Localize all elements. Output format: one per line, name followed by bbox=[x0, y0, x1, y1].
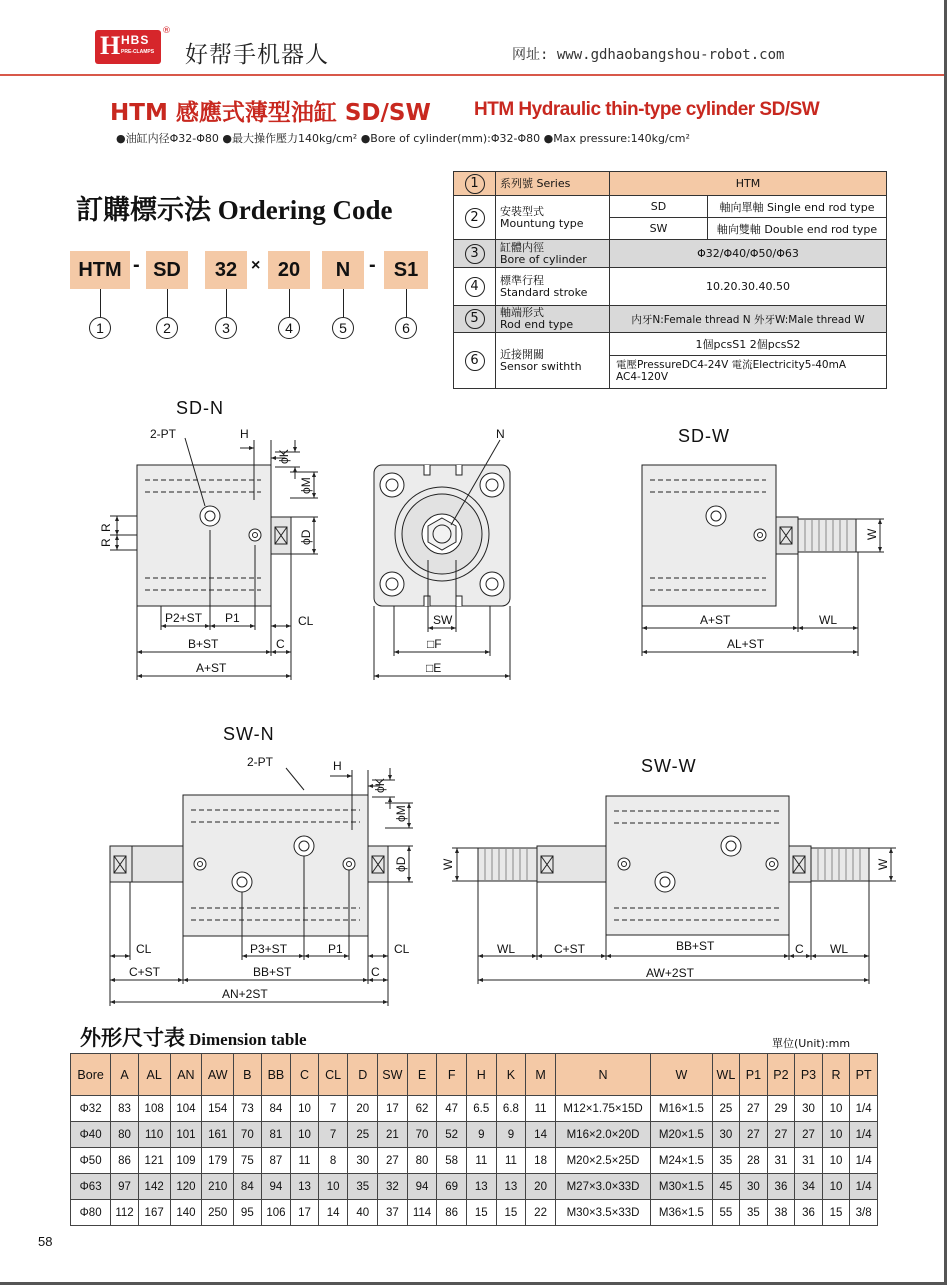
table-cell: 11 bbox=[466, 1148, 496, 1174]
table-cell: 35 bbox=[348, 1174, 378, 1200]
drawing-label-sd-n: SD-N bbox=[176, 398, 224, 418]
column-header: B bbox=[234, 1054, 262, 1096]
table-cell: 25 bbox=[712, 1096, 740, 1122]
table-row bbox=[71, 1122, 878, 1148]
column-header: H bbox=[466, 1054, 496, 1096]
table-cell: 45 bbox=[712, 1174, 740, 1200]
table-cell: 35 bbox=[740, 1200, 768, 1226]
table-cell: 210 bbox=[202, 1174, 234, 1200]
dim-label: P2+ST bbox=[165, 611, 203, 625]
table-cell: 84 bbox=[234, 1174, 262, 1200]
table-cell: 3/8 bbox=[850, 1200, 878, 1226]
table-cell: 81 bbox=[261, 1122, 291, 1148]
drawing-label-sw-n: SW-N bbox=[223, 724, 275, 744]
row-label: 安裝型式 Mountung type bbox=[496, 196, 610, 240]
dim-label: 2-PT bbox=[247, 755, 274, 769]
table-cell: 75 bbox=[234, 1148, 262, 1174]
dim-label: R bbox=[99, 523, 113, 532]
table-cell: 94 bbox=[407, 1174, 437, 1200]
dim-label: N bbox=[496, 427, 505, 441]
column-header: P2 bbox=[767, 1054, 795, 1096]
table-cell: 154 bbox=[202, 1096, 234, 1122]
code-separator: - bbox=[133, 254, 140, 276]
column-header: SW bbox=[378, 1054, 408, 1096]
table-cell: 27 bbox=[378, 1148, 408, 1174]
dim-label: □E bbox=[426, 661, 442, 675]
table-cell: 30 bbox=[712, 1122, 740, 1148]
table-cell: 106 bbox=[261, 1200, 291, 1226]
table-cell: 1/4 bbox=[850, 1122, 878, 1148]
table-cell: 6.5 bbox=[466, 1096, 496, 1122]
table-cell: 36 bbox=[795, 1200, 823, 1226]
table-cell: 47 bbox=[437, 1096, 467, 1122]
dim-label: C bbox=[795, 942, 804, 956]
table-cell: 62 bbox=[407, 1096, 437, 1122]
table-cell: 70 bbox=[407, 1122, 437, 1148]
column-header: M bbox=[526, 1054, 556, 1096]
dimension-title-cn: 外形尺寸表 bbox=[80, 1026, 185, 1050]
dim-label: ϕD bbox=[394, 856, 408, 872]
table-cell: 14 bbox=[526, 1122, 556, 1148]
column-header: E bbox=[407, 1054, 437, 1096]
table-cell: 30 bbox=[740, 1174, 768, 1200]
row-value: 内牙N:Female thread N 外牙W:Male thread W bbox=[610, 306, 887, 333]
table-cell: Φ80 bbox=[71, 1200, 111, 1226]
table-row bbox=[71, 1200, 878, 1226]
table-cell: 10 bbox=[291, 1122, 319, 1148]
row-label: 軸端形式 Rod end type bbox=[496, 306, 610, 333]
dim-label: R bbox=[99, 538, 113, 547]
mount-desc: 軸向雙軸 Double end rod type bbox=[708, 218, 887, 240]
table-cell: 11 bbox=[526, 1096, 556, 1122]
code-number: 2 bbox=[156, 317, 178, 339]
table-cell: 10 bbox=[822, 1122, 850, 1148]
product-title-cn: HTM 感應式薄型油缸 SD/SW bbox=[110, 100, 431, 126]
table-cell: 27 bbox=[740, 1096, 768, 1122]
dim-label: AN+2ST bbox=[222, 987, 268, 1001]
code-box-bore: 32 bbox=[205, 251, 247, 289]
column-header: AL bbox=[138, 1054, 170, 1096]
table-cell: Φ32 bbox=[71, 1096, 111, 1122]
table-cell: 1/4 bbox=[850, 1174, 878, 1200]
table-cell: 114 bbox=[407, 1200, 437, 1226]
dim-label: CL bbox=[394, 942, 410, 956]
table-cell: 10 bbox=[822, 1174, 850, 1200]
column-header: N bbox=[555, 1054, 650, 1096]
table-cell: 110 bbox=[138, 1122, 170, 1148]
table-cell: M30×1.5 bbox=[651, 1174, 712, 1200]
dim-label: □F bbox=[427, 637, 442, 651]
dim-label: W bbox=[865, 528, 879, 540]
dim-label: P3+ST bbox=[250, 942, 288, 956]
dim-label: A+ST bbox=[700, 613, 731, 627]
code-box-series: HTM bbox=[70, 251, 130, 289]
row-label: 標準行程 Standard stroke bbox=[496, 268, 610, 306]
row-value: Φ32/Φ40/Φ50/Φ63 bbox=[610, 240, 887, 268]
dim-label: 2-PT bbox=[150, 427, 177, 441]
code-box-mount: SD bbox=[146, 251, 188, 289]
row-number: 6 bbox=[454, 333, 496, 389]
table-cell: 11 bbox=[291, 1148, 319, 1174]
table-cell: 167 bbox=[138, 1200, 170, 1226]
table-cell: 31 bbox=[795, 1148, 823, 1174]
table-cell: M16×2.0×20D bbox=[555, 1122, 650, 1148]
logo-letter: H bbox=[100, 31, 121, 60]
table-cell: 97 bbox=[111, 1174, 139, 1200]
column-header: F bbox=[437, 1054, 467, 1096]
dim-label: ϕM bbox=[299, 477, 313, 494]
table-cell: 36 bbox=[767, 1174, 795, 1200]
code-separator: × bbox=[251, 257, 261, 274]
table-cell: Φ63 bbox=[71, 1174, 111, 1200]
dim-label: P1 bbox=[225, 611, 240, 625]
row-number: 4 bbox=[454, 268, 496, 306]
dim-label: ϕK bbox=[373, 778, 387, 793]
table-cell: 38 bbox=[767, 1200, 795, 1226]
table-cell: M30×3.5×33D bbox=[555, 1200, 650, 1226]
dim-label: W bbox=[876, 858, 890, 870]
table-cell: 70 bbox=[234, 1122, 262, 1148]
table-cell: 40 bbox=[348, 1200, 378, 1226]
table-cell: 95 bbox=[234, 1200, 262, 1226]
row-value: HTM bbox=[610, 172, 887, 196]
table-cell: M20×2.5×25D bbox=[555, 1148, 650, 1174]
table-cell: 80 bbox=[111, 1122, 139, 1148]
column-header: P1 bbox=[740, 1054, 768, 1096]
table-cell: 15 bbox=[822, 1200, 850, 1226]
column-header: A bbox=[111, 1054, 139, 1096]
column-header: PT bbox=[850, 1054, 878, 1096]
table-cell: 179 bbox=[202, 1148, 234, 1174]
row-number: 1 bbox=[454, 172, 496, 196]
column-header: K bbox=[496, 1054, 526, 1096]
row-number: 2 bbox=[454, 196, 496, 240]
code-separator: - bbox=[369, 254, 376, 276]
dim-label: B+ST bbox=[188, 637, 219, 651]
table-cell: 83 bbox=[111, 1096, 139, 1122]
row-label: 近接開關 Sensor swithth bbox=[496, 333, 610, 389]
dim-label: AL+ST bbox=[727, 637, 765, 651]
table-cell: Φ40 bbox=[71, 1122, 111, 1148]
table-cell: 10 bbox=[318, 1174, 348, 1200]
column-header: P3 bbox=[795, 1054, 823, 1096]
table-cell: 20 bbox=[348, 1096, 378, 1122]
table-cell: 17 bbox=[378, 1096, 408, 1122]
dim-label: ϕK bbox=[277, 449, 291, 464]
table-cell: Φ50 bbox=[71, 1148, 111, 1174]
table-cell: 86 bbox=[111, 1148, 139, 1174]
table-cell: 8 bbox=[318, 1148, 348, 1174]
table-cell: 13 bbox=[466, 1174, 496, 1200]
table-cell: 11 bbox=[496, 1148, 526, 1174]
logo-text: HBS bbox=[121, 33, 150, 47]
row-number: 5 bbox=[454, 306, 496, 333]
table-cell: 87 bbox=[261, 1148, 291, 1174]
table-cell: 27 bbox=[795, 1122, 823, 1148]
table-cell: 1/4 bbox=[850, 1096, 878, 1122]
table-cell: 120 bbox=[170, 1174, 202, 1200]
table-cell: 31 bbox=[767, 1148, 795, 1174]
dim-label: CL bbox=[136, 942, 152, 956]
table-cell: 84 bbox=[261, 1096, 291, 1122]
table-cell: 6.8 bbox=[496, 1096, 526, 1122]
column-header: AW bbox=[202, 1054, 234, 1096]
product-subtitle: ●油缸内径Φ32-Φ80 ●最大操作壓力140kg/cm² ●Bore of cylinder(mm):Φ32-Φ80 ●Max pressure:140kg/cm² bbox=[116, 132, 690, 145]
table-cell: 18 bbox=[526, 1148, 556, 1174]
table-cell: 17 bbox=[291, 1200, 319, 1226]
page-number: 58 bbox=[38, 1234, 53, 1249]
table-cell: 7 bbox=[318, 1122, 348, 1148]
table-cell: M16×1.5 bbox=[651, 1096, 712, 1122]
dim-label: P1 bbox=[328, 942, 343, 956]
table-cell: 52 bbox=[437, 1122, 467, 1148]
row-number: 3 bbox=[454, 240, 496, 268]
drawing-label-sd-w: SD-W bbox=[678, 426, 730, 446]
dim-label: A+ST bbox=[196, 661, 227, 675]
dim-label: H bbox=[240, 427, 249, 441]
column-header: Bore bbox=[71, 1054, 111, 1096]
drawing-label-sw-w: SW-W bbox=[641, 756, 697, 776]
registered-mark: ® bbox=[162, 26, 171, 36]
table-cell: 55 bbox=[712, 1200, 740, 1226]
dim-label: WL bbox=[830, 942, 848, 956]
code-number: 1 bbox=[89, 317, 111, 339]
table-cell: 28 bbox=[740, 1148, 768, 1174]
mount-code: SD bbox=[610, 196, 708, 218]
column-header: AN bbox=[170, 1054, 202, 1096]
table-cell: 142 bbox=[138, 1174, 170, 1200]
table-cell: 108 bbox=[138, 1096, 170, 1122]
table-cell: 161 bbox=[202, 1122, 234, 1148]
table-cell: 13 bbox=[291, 1174, 319, 1200]
table-cell: 10 bbox=[291, 1096, 319, 1122]
code-box-rod-end: N bbox=[322, 251, 364, 289]
dimension-header-row bbox=[71, 1054, 878, 1096]
row-label: 系列號 Series bbox=[496, 172, 610, 196]
column-header: D bbox=[348, 1054, 378, 1096]
table-cell: 80 bbox=[407, 1148, 437, 1174]
table-cell: 34 bbox=[795, 1174, 823, 1200]
mount-code: SW bbox=[610, 218, 708, 240]
dim-label: C bbox=[276, 637, 285, 651]
dim-label: CL bbox=[298, 614, 314, 628]
table-cell: M20×1.5 bbox=[651, 1122, 712, 1148]
table-cell: 32 bbox=[378, 1174, 408, 1200]
mount-desc: 軸向單軸 Single end rod type bbox=[708, 196, 887, 218]
table-row bbox=[71, 1096, 878, 1122]
table-cell: 21 bbox=[378, 1122, 408, 1148]
table-cell: 7 bbox=[318, 1096, 348, 1122]
table-cell: 13 bbox=[496, 1174, 526, 1200]
table-cell: 86 bbox=[437, 1200, 467, 1226]
table-cell: 69 bbox=[437, 1174, 467, 1200]
table-cell: 1/4 bbox=[850, 1148, 878, 1174]
website-url[interactable]: 网址: www.gdhaobangshou-robot.com bbox=[512, 47, 785, 63]
code-number: 6 bbox=[395, 317, 417, 339]
table-cell: 250 bbox=[202, 1200, 234, 1226]
logo-tagline: PRE-CLAMPS bbox=[121, 49, 155, 55]
ordering-code-title: 訂購標示法 Ordering Code bbox=[76, 195, 393, 225]
table-cell: 101 bbox=[170, 1122, 202, 1148]
front-view-drawing bbox=[374, 440, 510, 680]
table-cell: 109 bbox=[170, 1148, 202, 1174]
dim-label: SW bbox=[433, 613, 453, 627]
dim-label: WL bbox=[819, 613, 837, 627]
table-cell: 37 bbox=[378, 1200, 408, 1226]
row-value: 1個pcsS1 2個pcsS2 電壓PressureDC4-24V 電流Electricity5-40mA AC4-120V bbox=[610, 333, 887, 389]
dim-label: C+ST bbox=[129, 965, 161, 979]
dimension-table bbox=[70, 1053, 878, 1226]
dim-label: W bbox=[441, 858, 455, 870]
table-cell: M12×1.75×15D bbox=[555, 1096, 650, 1122]
row-label: 缸體内徑 Bore of cylinder bbox=[496, 240, 610, 268]
table-cell: 94 bbox=[261, 1174, 291, 1200]
table-cell: 10 bbox=[822, 1148, 850, 1174]
dim-label: H bbox=[333, 759, 342, 773]
table-cell: 29 bbox=[767, 1096, 795, 1122]
table-cell: 20 bbox=[526, 1174, 556, 1200]
code-number: 4 bbox=[278, 317, 300, 339]
dim-label: ϕM bbox=[394, 805, 408, 822]
code-box-sensor: S1 bbox=[384, 251, 428, 289]
product-title-en: HTM Hydraulic thin-type cylinder SD/SW bbox=[474, 99, 820, 120]
table-cell: 58 bbox=[437, 1148, 467, 1174]
table-cell: 22 bbox=[526, 1200, 556, 1226]
table-cell: 9 bbox=[496, 1122, 526, 1148]
dim-label: C bbox=[371, 965, 380, 979]
unit-label: 單位(Unit):mm bbox=[772, 1037, 851, 1050]
table-cell: 73 bbox=[234, 1096, 262, 1122]
table-cell: 30 bbox=[348, 1148, 378, 1174]
dim-label: BB+ST bbox=[253, 965, 292, 979]
dim-label: WL bbox=[497, 942, 515, 956]
table-cell: 112 bbox=[111, 1200, 139, 1226]
table-cell: M36×1.5 bbox=[651, 1200, 712, 1226]
table-cell: 104 bbox=[170, 1096, 202, 1122]
dim-label: ϕD bbox=[299, 529, 313, 545]
code-box-stroke: 20 bbox=[268, 251, 310, 289]
table-cell: 10 bbox=[822, 1096, 850, 1122]
dim-label: C+ST bbox=[554, 942, 586, 956]
column-header: WL bbox=[712, 1054, 740, 1096]
table-row bbox=[71, 1174, 878, 1200]
code-number: 3 bbox=[215, 317, 237, 339]
table-cell: 14 bbox=[318, 1200, 348, 1226]
table-cell: 27 bbox=[740, 1122, 768, 1148]
table-cell: 30 bbox=[795, 1096, 823, 1122]
row-value: 10.20.30.40.50 bbox=[610, 268, 887, 306]
dim-label: AW+2ST bbox=[646, 966, 694, 980]
table-cell: 15 bbox=[496, 1200, 526, 1226]
table-cell: 15 bbox=[466, 1200, 496, 1226]
table-row bbox=[71, 1148, 878, 1174]
dim-label: BB+ST bbox=[676, 939, 715, 953]
table-cell: 121 bbox=[138, 1148, 170, 1174]
dimension-title-en: Dimension table bbox=[189, 1030, 307, 1049]
column-header: CL bbox=[318, 1054, 348, 1096]
sd-w-drawing bbox=[642, 465, 884, 656]
dimension-table-title bbox=[80, 1022, 307, 1052]
column-header: R bbox=[822, 1054, 850, 1096]
table-cell: 27 bbox=[767, 1122, 795, 1148]
table-cell: 35 bbox=[712, 1148, 740, 1174]
table-cell: M24×1.5 bbox=[651, 1148, 712, 1174]
table-cell: M27×3.0×33D bbox=[555, 1174, 650, 1200]
table-cell: 9 bbox=[466, 1122, 496, 1148]
column-header: W bbox=[651, 1054, 712, 1096]
column-header: BB bbox=[261, 1054, 291, 1096]
company-name: 好帮手机器人 bbox=[185, 42, 329, 68]
dimension-table-body bbox=[71, 1096, 878, 1226]
code-number: 5 bbox=[332, 317, 354, 339]
table-cell: 25 bbox=[348, 1122, 378, 1148]
table-cell: 140 bbox=[170, 1200, 202, 1226]
column-header: C bbox=[291, 1054, 319, 1096]
